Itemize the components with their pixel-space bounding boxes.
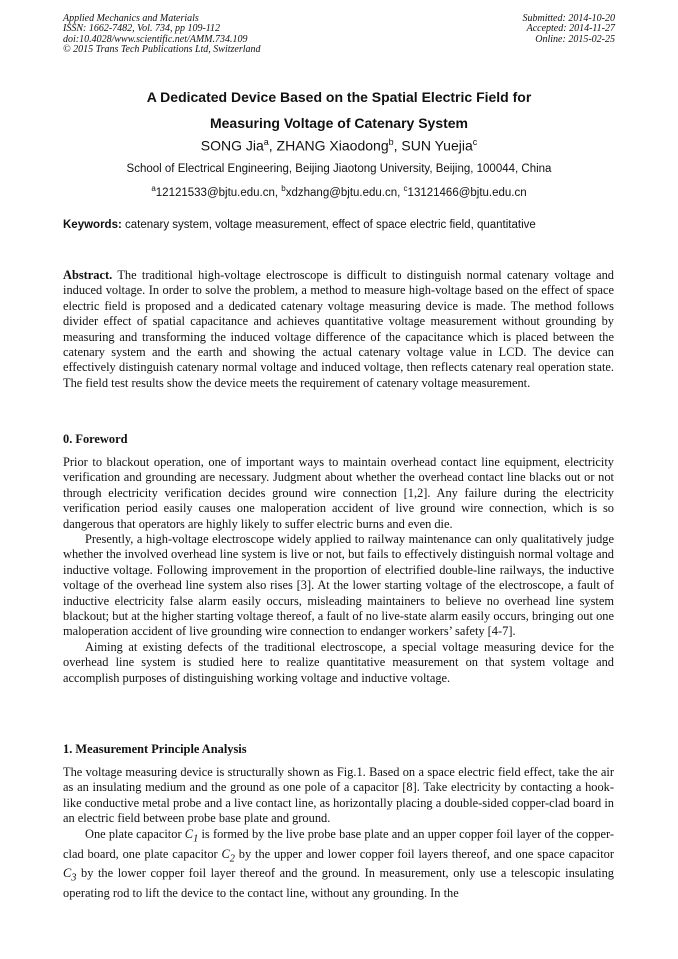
subscript: 1: [193, 833, 199, 845]
abstract-label: Abstract.: [63, 268, 113, 282]
online-date: Online: 2015-02-25: [535, 33, 615, 45]
paragraph: Prior to blackout operation, one of important ways to maintain overhead contact line equipment, electricity verification and grounding are necessary. Judgment about whether the overhead contact line blacks out or not through electricity verification decides ground wire connection [1,2]. Any failure during the electricity verification period easily causes one maloperation accident of live ground wire connection, which is so dangerous that operators are highly likely to suffer electric burns and even die.: [63, 455, 614, 531]
capacitor-c3: [63, 866, 77, 884]
email-3[interactable]: 13121466@bjtu.edu.cn: [407, 186, 527, 199]
journal-info: [63, 14, 261, 56]
symbol: C: [221, 846, 230, 861]
keywords-text: catenary system, voltage measurement, effect of space electric field, quantitative: [121, 219, 536, 231]
paragraph: Presently, a high-voltage electroscope widely applied to railway maintenance can only qualitatively judge whether the involved overhead line system is live or not, but fails to effectively distinguish normal voltage and inductive voltage. Following improvement in the proportion of electrified double-line railways, the inductive voltage of the overhead line system also rises [3]. At the lower starting voltage of the electroscope, a fault of inductive electricity false alarm easily occurs, misleading maintainers to believe no overhead line system blackout; but at the higher starting voltage thereof, a fault of no live-state alarm easily occurs, bringing out one maloperation accident of live grounding wire connection to endanger workers’ safety [4-7].: [63, 532, 614, 639]
abstract-text: The traditional high-voltage electroscope is difficult to distinguish normal catenary voltage and induced voltage. In order to solve the problem, a method to measure high-voltage based on the effect of space electric field is proposed and a dedicated catenary voltage measuring device is made. The method follows divider effect of spatial capacitance and achieves quantitative voltage measurement without grounding by measuring and transforming the induced voltage difference of the capacitance which is placed between the catenary system and the earth and showing the actual catenary voltage value in LCD. The device can effectively distinguish catenary normal voltage and induced voltage, then reflects catenary real operation state. The field test results show the device meets the requirement of catenary voltage measurement.: [63, 268, 614, 390]
foreword-body: [63, 455, 614, 686]
measurement-principle-body: [63, 765, 614, 902]
abstract: [63, 268, 614, 391]
author-2-marker: b: [388, 137, 394, 147]
paragraph: The voltage measuring device is structurally shown as Fig.1. Based on a space electric field effect, take the air as an insulating medium and the ground as one pole of a capacitor [8]. Take electricity by contacting a hook-like conductive metal probe and a live contact line, as horizontally placing a double-sided copper-clad board in an electric field between probe base plate and ground.: [63, 765, 614, 826]
email-1-marker: a: [151, 184, 156, 193]
email-1[interactable]: 12121533@bjtu.edu.cn,: [155, 186, 282, 199]
journal-name: Applied Mechanics and Materials: [63, 13, 199, 24]
author-separator: ,: [393, 137, 402, 154]
paper-title-line-2: Measuring Voltage of Catenary System: [209, 115, 469, 131]
affiliation: School of Electrical Engineering, Beijing Jiaotong University, Beijing, 100044, China: [126, 163, 552, 175]
capacitor-c2: [221, 846, 235, 864]
symbol: C: [184, 826, 194, 841]
paragraph: [63, 827, 614, 902]
paragraph: Aiming at existing defects of the traditional electroscope, a special voltage measuring device for the overhead line system is studied here to realize quantitative measurement on that system voltage and accomplish purposes of distinguishing working voltage and inductive voltage.: [63, 639, 614, 685]
subscript: 2: [229, 852, 235, 864]
email-3-marker: c: [403, 184, 408, 193]
text-run: by the upper and lower copper foil layers thereof, and one space capacitor: [234, 846, 614, 861]
paper-title-line-1: A Dedicated Device Based on the Spatial Electric Field for: [146, 89, 532, 105]
author-emails: [0, 184, 678, 199]
keywords-label: Keywords:: [63, 219, 122, 231]
author-list: [0, 137, 678, 154]
author-3: SUN Yuejia: [401, 137, 473, 154]
author-1: SONG Jia: [200, 137, 264, 154]
keywords: [63, 219, 623, 231]
text-run: by the lower copper foil layer thereof and the ground. In measurement, only use a telescopic insulating operating rod to lift the device to the contact line, without any grounding. In the: [63, 866, 614, 901]
capacitor-c1: [184, 826, 199, 845]
author-3-marker: c: [472, 137, 478, 147]
copyright-line: © 2015 Trans Tech Publications Ltd, Switzerland: [63, 44, 261, 56]
section-heading-foreword: 0. Foreword: [63, 432, 128, 446]
email-2-marker: b: [281, 184, 286, 193]
text-run: One plate capacitor: [85, 826, 185, 841]
author-separator: ,: [268, 137, 277, 154]
submitted-date: Submitted: 2014-10-20: [522, 13, 615, 24]
issn-line: ISSN: 1662-7482, Vol. 734, pp 109-112: [63, 23, 221, 35]
section-heading-measurement-principle: 1. Measurement Principle Analysis: [63, 742, 247, 756]
accepted-date: Accepted: 2014-11-27: [526, 23, 615, 35]
doi-line: doi:10.4028/www.scientific.net/AMM.734.109: [63, 33, 248, 45]
subscript: 3: [71, 872, 77, 884]
text-run: is formed by the live probe base plate and an upper copper foil layer of the copper-clad board, one plate capacitor: [63, 826, 614, 861]
author-2: ZHANG Xiaodong: [276, 137, 389, 154]
symbol: C: [63, 866, 72, 881]
author-1-marker: a: [263, 137, 269, 147]
submission-dates: [523, 14, 616, 45]
email-2[interactable]: xdzhang@bjtu.edu.cn,: [285, 186, 404, 199]
